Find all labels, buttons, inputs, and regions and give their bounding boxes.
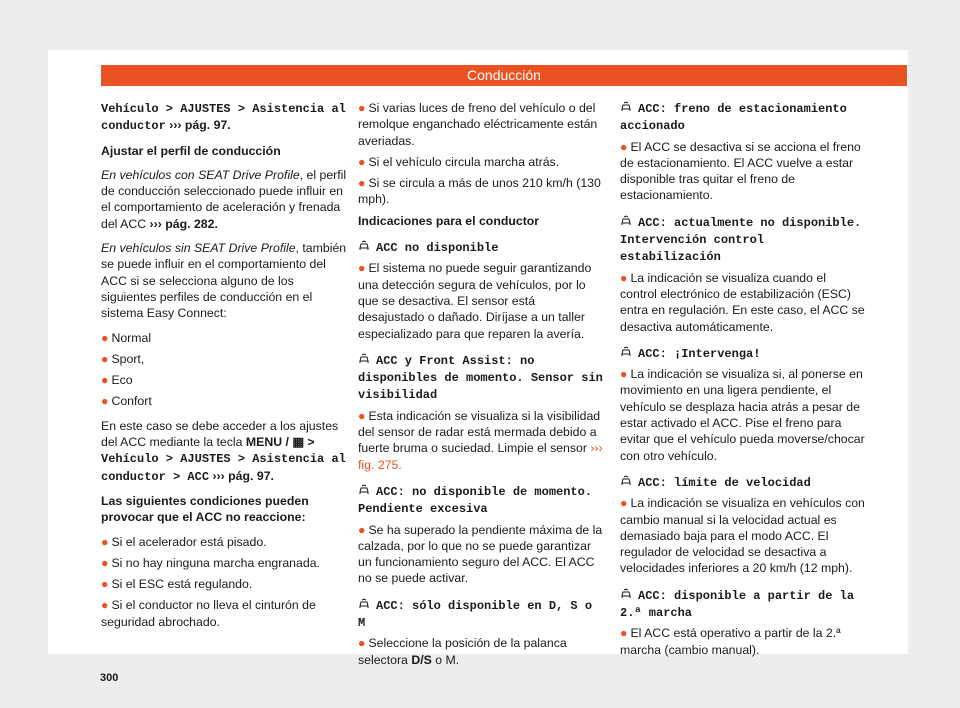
list-item: ● Normal (101, 330, 152, 345)
indicator-description: ● Seleccione la posición de la palanca selectora D/S o M. (358, 636, 567, 667)
menu-key: MENU / ▦ > (245, 435, 315, 450)
section-title-profile: Ajustar el perfil de conducción (101, 143, 281, 158)
acc-car-icon (620, 346, 632, 358)
page-reference: ››› pág. 97. (212, 468, 274, 483)
list-item: ● Si no hay ninguna marcha engranada. (101, 555, 320, 570)
bullet-dot-icon: ● (620, 270, 628, 285)
acc-car-icon (358, 484, 370, 496)
indicator-description: ● El ACC se desactiva si se acciona el freno de estacionamiento. El ACC vuelve a estar disponible tras quitar el freno de estacionamiento. (620, 139, 861, 203)
paragraph-text: , el perfil de conducción seleccionado puede influir en el comportamiento de aceleración y frenada del ACC (101, 167, 347, 231)
list-item: ● Sport, (101, 351, 145, 366)
bullet-dot-icon: ● (358, 636, 366, 651)
menu-path: Vehículo > AJUSTES > Asistencia al conductor > ACC (101, 452, 346, 484)
bullet-dot-icon: ● (101, 373, 109, 388)
bullet-dot-icon: ● (358, 154, 366, 169)
column-left (101, 100, 348, 635)
bullet-dot-icon: ● (358, 261, 366, 276)
indicator-title: ACC: límite de velocidad (620, 474, 866, 491)
indicator-description: ● Se ha superado la pendiente máxima de la calzada, por lo que no se puede garantizar un funcionamiento seguro del ACC. El ACC no se puede activar. (358, 522, 603, 586)
menu-path: Vehículo > AJUSTES > Asistencia al conductor (101, 102, 346, 134)
page-number: 300 (100, 672, 119, 684)
indicator-title: ACC: disponible a partir de la 2.ª marcha (620, 588, 855, 621)
list-item: ● Si el ESC está regulando. (101, 577, 253, 592)
acc-car-icon (620, 101, 632, 113)
indicator-title: ACC: no disponible de momento. Pendiente excesiva (358, 484, 593, 517)
bullet-dot-icon: ● (101, 394, 109, 409)
paragraph-drive-profile (101, 167, 348, 232)
indicator-description: ● La indicación se visualiza si, al ponerse en movimiento en una ligera pendiente, el vehículo se desplaza hacia atrás a pesar de estar activado el ACC. Pise el freno para evitar que el vehículo pueda moverse/chocar con otro vehículo. (620, 367, 865, 463)
indicator-description: ● El ACC está operativo a partir de la 2.ª marcha (cambio manual). (620, 626, 841, 657)
indicator-description: ● El sistema no puede seguir garantizando una detección segura de vehículos, por lo que se desactiva. El sensor está desajustado o dañado. Diríjase a un taller especializado para que reparen la avería. (358, 261, 592, 341)
indicator-description: ● La indicación se visualiza en vehículos con cambio manual si la velocidad actual es demasiado baja para el modo ACC. El regulador de velocidad se desactiva a velocidades inferiores a 20 km/h (12 mph). (620, 496, 865, 576)
paragraph-text: En este caso se debe acceder a los ajustes del ACC mediante la tecla (101, 418, 339, 450)
indicator-description: ● Esta indicación se visualiza si la visibilidad del sensor de radar está mermada debido a fuerte bruma o suciedad. Limpie el sensor ››› fig. 275. (358, 408, 603, 472)
indicator-title: ACC: actualmente no disponible. Intervención control estabilización (620, 215, 862, 265)
list-item: ● Confort (101, 394, 152, 409)
paragraph-acc-settings (101, 418, 348, 485)
bullet-dot-icon: ● (101, 598, 109, 613)
acc-car-icon (620, 215, 632, 227)
acc-car-icon (358, 598, 370, 610)
page-reference: ››› pág. 282. (149, 216, 218, 231)
column-right (620, 100, 866, 663)
bullet-dot-icon: ● (358, 101, 366, 115)
bullet-dot-icon: ● (358, 408, 366, 423)
section-title-indications: Indicaciones para el conductor (358, 213, 540, 228)
bullet-dot-icon: ● (101, 577, 109, 592)
list-item: ● Si el acelerador está pisado. (101, 534, 267, 549)
figure-link[interactable]: ››› fig. 275. (358, 441, 603, 472)
paragraph-no-drive-profile (101, 240, 348, 321)
bullet-dot-icon: ● (620, 496, 628, 511)
acc-car-icon (358, 240, 370, 252)
intro-paragraph (101, 100, 348, 135)
page-reference: ››› pág. 97. (169, 118, 231, 133)
bullet-dot-icon: ● (358, 176, 366, 191)
acc-car-icon (620, 588, 632, 600)
italic-lead: En vehículos sin SEAT Drive Profile (101, 241, 296, 256)
bullet-dot-icon: ● (101, 534, 109, 549)
list-item: ● Si varias luces de freno del vehículo o del remolque enganchado eléctricamente están averiadas. (358, 101, 598, 148)
list-item: ● Eco (101, 373, 133, 388)
bullet-dot-icon: ● (620, 139, 628, 154)
italic-lead: En vehículos con SEAT Drive Profile (101, 167, 300, 182)
list-item: ● Si el vehículo circula marcha atrás. (358, 154, 560, 169)
indicator-title: ACC: sólo disponible en D, S o M (358, 598, 593, 631)
indicator-description: ● La indicación se visualiza cuando el control electrónico de estabilización (ESC) entra en regulación. En este caso, el ACC se desactiva automáticamente. (620, 270, 865, 334)
conditions-list (101, 534, 348, 630)
indicator-title: ACC no disponible (358, 239, 604, 256)
acc-car-icon (358, 353, 370, 365)
paragraph-text: , también se puede influir en el comportamiento del ACC si se selecciona alguno de los siguientes perfiles de conducción en el sistema Easy Connect: (101, 241, 347, 321)
indicator-title: ACC: ¡Intervenga! (620, 345, 866, 362)
section-header: Conducción (101, 65, 907, 86)
bullet-dot-icon: ● (358, 522, 366, 537)
list-item: ● Si se circula a más de unos 210 km/h (130 mph). (358, 176, 601, 207)
conditions-list-continued (358, 100, 604, 208)
indicator-title: ACC: freno de estacionamiento accionado (620, 102, 847, 134)
bullet-dot-icon: ● (101, 330, 109, 345)
bullet-dot-icon: ● (101, 351, 109, 366)
bullet-dot-icon: ● (620, 626, 628, 641)
column-middle (358, 100, 604, 673)
list-item: ● Si el conductor no lleva el cinturón de seguridad abrochado. (101, 598, 316, 629)
section-title-conditions: Las siguientes condiciones pueden provocar que el ACC no reaccione: (101, 493, 309, 525)
bullet-dot-icon: ● (620, 367, 628, 382)
profile-list (101, 330, 348, 410)
bullet-dot-icon: ● (101, 555, 109, 570)
indicator-title: ACC y Front Assist: no disponibles de momento. Sensor sin visibilidad (358, 353, 603, 403)
acc-car-icon (620, 475, 632, 487)
manual-page (48, 50, 908, 684)
